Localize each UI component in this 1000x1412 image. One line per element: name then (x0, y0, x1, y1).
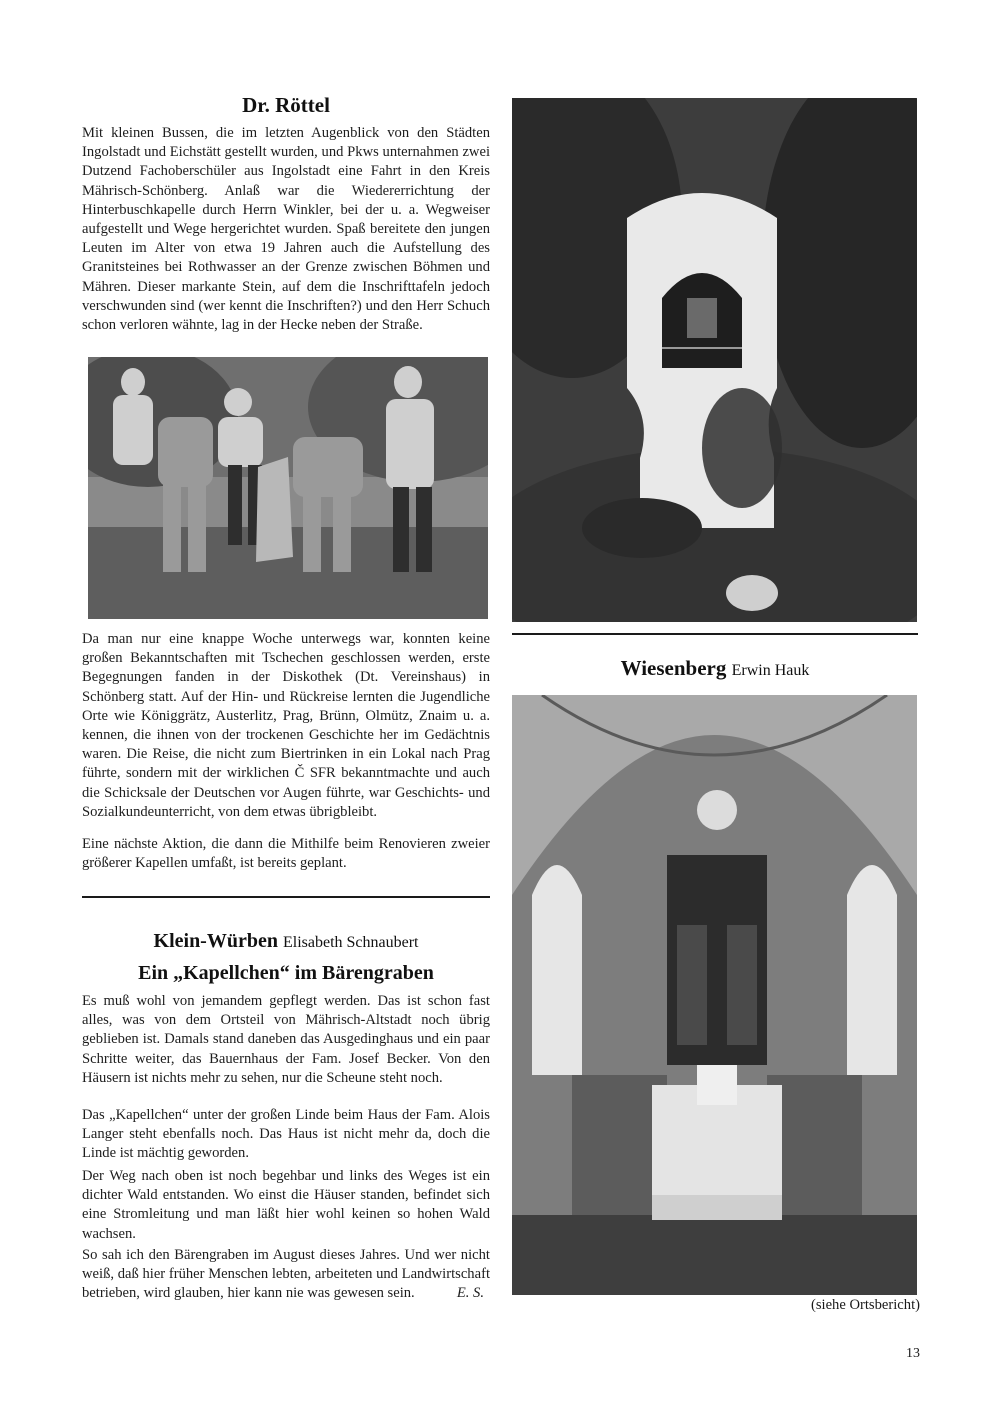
wiesenberg-caption: (siehe Ortsbericht) (810, 1297, 920, 1313)
wiesenberg-author: Erwin Hauk (731, 662, 810, 679)
students-stone-photo (88, 357, 488, 619)
klein-wuerben-paragraph-3: Der Weg nach oben ist noch begehbar und links des Weges ist ein dichter Wald entstanden. Wo einst die Häuser standen, befindet sich eine Stromleitung und man läßt hier wohl keinen so hohen Wald wachsen. (82, 1168, 490, 1242)
klein-wuerben-author: Elisabeth Schnaubert (282, 934, 419, 951)
klein-wuerben-paragraph-1: Es muß wohl von jemandem gepflegt werden. Das ist schon fast alles, was von dem Ortsteil von Mährisch-Altstadt noch übrig geblieben ist. Damals stand daneben das Ausgedinghaus und ein paar Schritte weiter, das Bauernhaus der Fam. Josef Becker. Von den Häusern ist nichts mehr zu sehen, nur die Scheune steht noch. (82, 993, 490, 1086)
klein-wuerben-heading (82, 930, 490, 953)
klein-wuerben-paragraph-2: Das „Kapellchen“ unter der großen Linde beim Haus der Fam. Alois Langer steht ebenfalls noch. Das Haus ist nicht mehr da, doch die Linde ist mächtig geworden. (82, 1107, 490, 1162)
klein-wuerben-paragraph-4-text: So sah ich den Bärengraben im August dieses Jahres. Und wer nicht weiß, daß hier früher Menschen lebten, arbeiteten und Landwirtschaft betrieben, wird glauben, hier kann nie was gewesen sein. (82, 1247, 490, 1302)
klein-wuerben-paragraph-4 (82, 1246, 490, 1304)
roettel-paragraph-1: Mit kleinen Bussen, die im letzten Augenblick von den Städten Ingolstadt und Eichstätt gestellt wurden, und Pkws unternahmen zwei Dutzend Fachoberschüler aus Ingolstadt eine Fahrt in den Kreis Mährisch-Schönberg. Anlaß war die Wiedererrichtung der Hinterbuschkapelle durch Herrn Winkler, bei der u. a. Wegweiser aufgestellt und Wege hergerichtet wurden. Spaß bereitete den jungen Leuten im Alter von etwa 19 Jahren auch die Aufstellung des Granitsteines bei Rothwasser an der Grenze zwischen Böhmen und Mähren. Dieser markante Stein, auf dem die Inschrifttafeln jedoch verschwunden sind (wer kennt die Inschriften?) und den Herr Schuch schon verloren wähnte, lag in der Hecke neben der Straße. (82, 125, 490, 334)
section-divider-right (512, 633, 918, 635)
church-interior-photo (512, 695, 917, 1295)
section-divider-left (82, 896, 490, 898)
klein-wuerben-place: Klein-Würben (153, 930, 278, 952)
chapel-photo (512, 98, 917, 622)
page-number: 13 (906, 1346, 920, 1361)
roettel-paragraph-2: Da man nur eine knappe Woche unterwegs war, konnten keine großen Bekanntschaften mit Tschechen geschlossen werden, erste Begegnungen fanden in der Diskothek (Dt. Vereinshaus) in Schönberg statt. Auf der Hin- und Rückreise lernten die Jugendliche Orte wie Königgrätz, Austerlitz, Prag, Brünn, Olmütz, Znaim u. a. kennen, die ihnen von der trockenen Geschichte her im Gedächtnis waren. Die Reise, die nicht zum Biertrinken in ein Lokal nach Prag führte, sondern mit der wirklichen Č SFR bekanntmachte und auch die Schicksale der Deutschen vor Augen führte, war Geschichts- und Sozialkundeunterricht, von dem etwas übrigbleibt. (82, 631, 490, 820)
klein-wuerben-subtitle: Ein „Kapellchen“ im Bärengraben (138, 962, 434, 984)
roettel-title: Dr. Röttel (242, 93, 330, 117)
wiesenberg-heading (512, 656, 918, 681)
roettel-paragraph-3: Eine nächste Aktion, die dann die Mithilfe beim Renovieren zweier größerer Kapellen umfaßt, ist bereits geplant. (82, 836, 490, 872)
author-signature: E. S. (456, 1285, 484, 1302)
wiesenberg-place: Wiesenberg (620, 656, 727, 680)
